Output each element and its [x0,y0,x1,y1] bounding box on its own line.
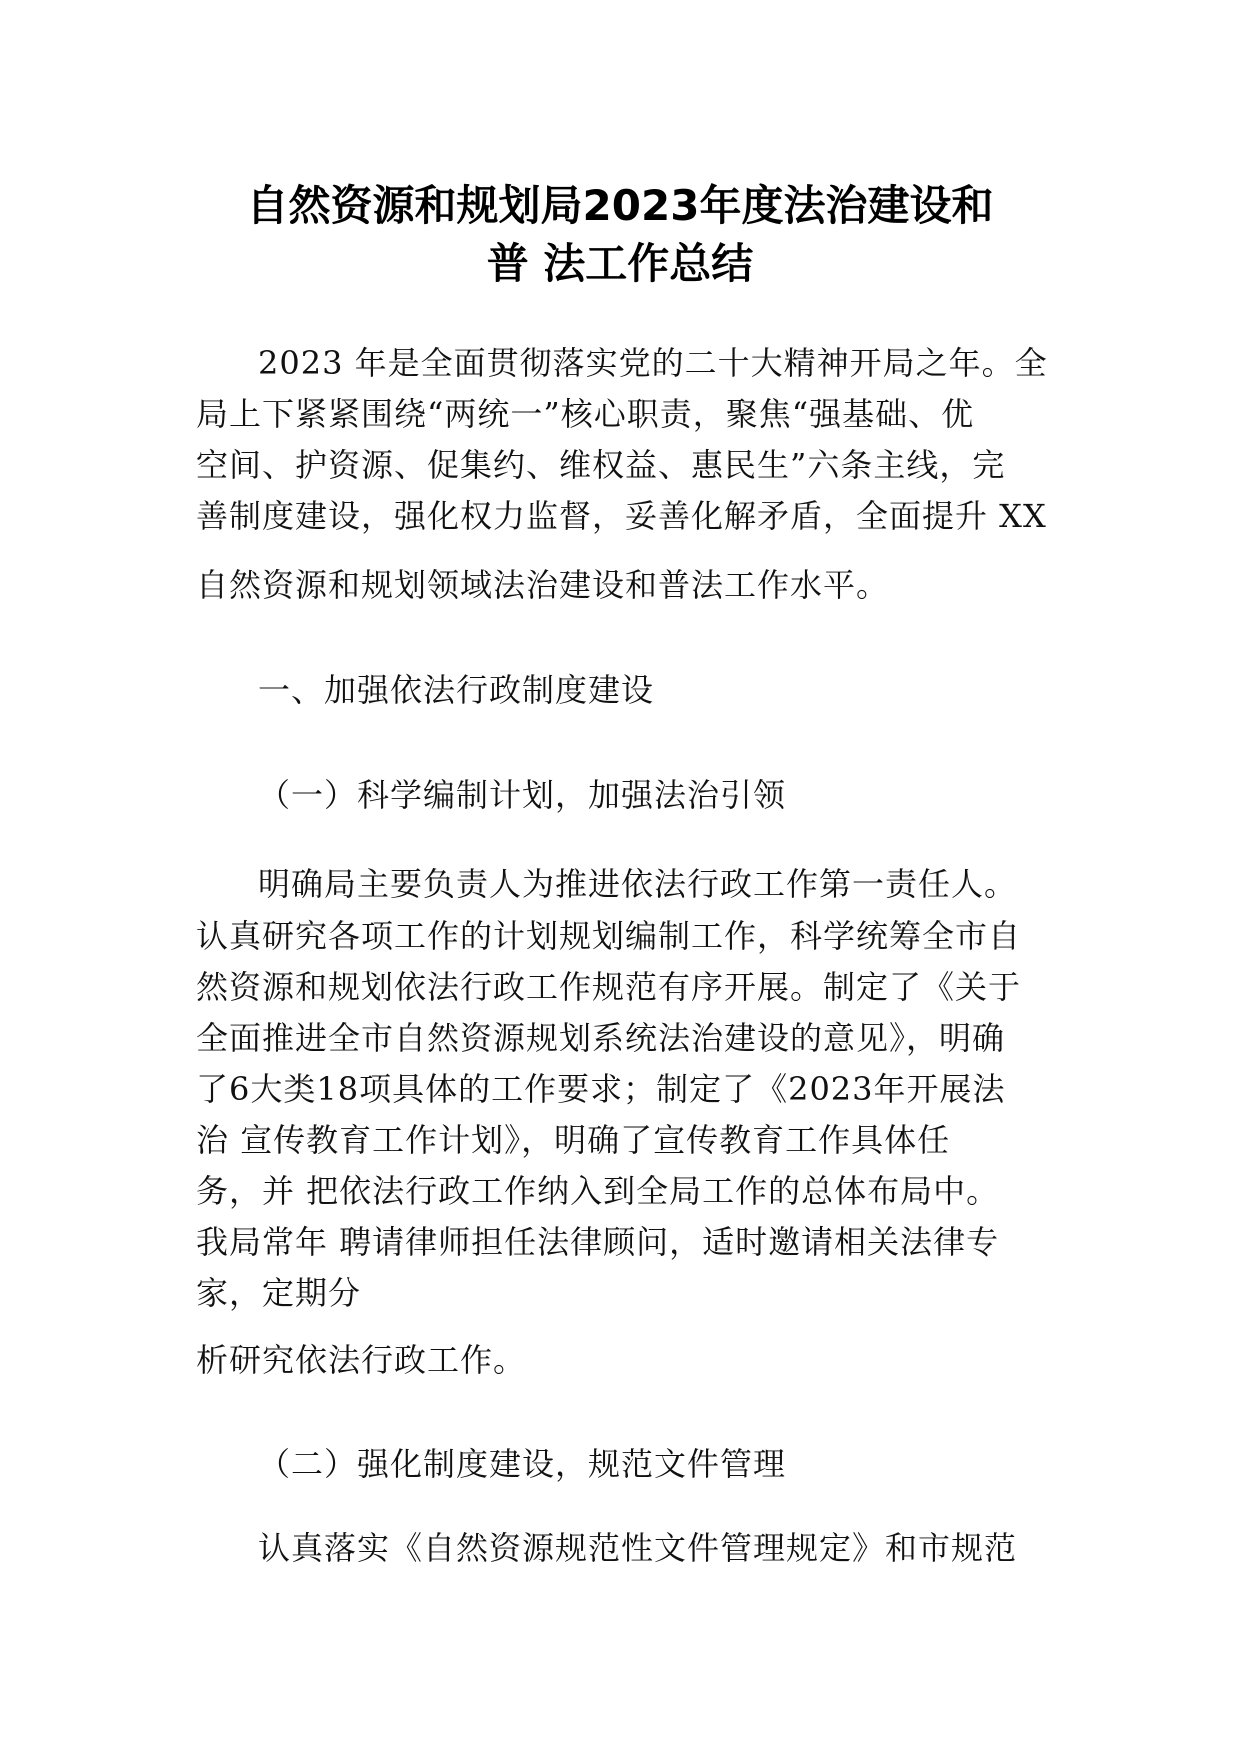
body-paragraph-line: 明确局主要负责人为推进依法行政工作第一责任人。 [258,865,1018,903]
intro-paragraph-line: 善制度建设，强化权力监督，妥善化解矛盾，全面提升 XX [196,497,1047,535]
subsection-heading: （二）强化制度建设，规范文件管理 [258,1445,787,1483]
intro-paragraph-line: 局上下紧紧围绕“两统一”核心职责，聚焦“强基础、优 [196,395,975,433]
intro-paragraph-line: 2023 年是全面贯彻落实党的二十大精神开局之年。全 [258,344,1048,382]
body-paragraph-line: 全面推进全市自然资源规划系统法治建设的意见》，明确 [196,1019,1006,1057]
body-paragraph-line: 析研究依法行政工作。 [196,1341,527,1379]
section-heading: 一、加强依法行政制度建设 [258,671,655,709]
body-paragraph-line: 认真研究各项工作的计划规划编制工作，科学统筹全市自 [196,917,1022,955]
body-paragraph-line: 认真落实《自然资源规范性文件管理规定》和市规范 [258,1529,1018,1567]
body-paragraph-line: 然资源和规划依法行政工作规范有序开展。制定了《关于 [196,968,1022,1006]
intro-paragraph-line: 空间、护资源、促集约、维权益、惠民生”六条主线，完 [196,446,1006,484]
body-paragraph-line: 家，定期分 [196,1274,362,1312]
document-title-line-1: 自然资源和规划局2023年度法治建设和 [246,181,994,230]
subsection-heading: （一）科学编制计划，加强法治引领 [258,776,787,814]
body-paragraph-line: 治 宣传教育工作计划》，明确了宣传教育工作具体任 [196,1121,951,1159]
body-paragraph-line: 务，并 把依法行政工作纳入到全局工作的总体布局中。 [196,1172,1000,1210]
body-paragraph-line: 我局常年 聘请律师担任法律顾问，适时邀请相关法律专 [196,1223,1000,1261]
body-paragraph-line: 了6大类18项具体的工作要求；制定了《2023年开展法 [196,1070,1006,1108]
intro-paragraph-line: 自然资源和规划领域法治建设和普法工作水平。 [196,566,890,604]
document-title-line-2: 普 法工作总结 [486,239,754,288]
